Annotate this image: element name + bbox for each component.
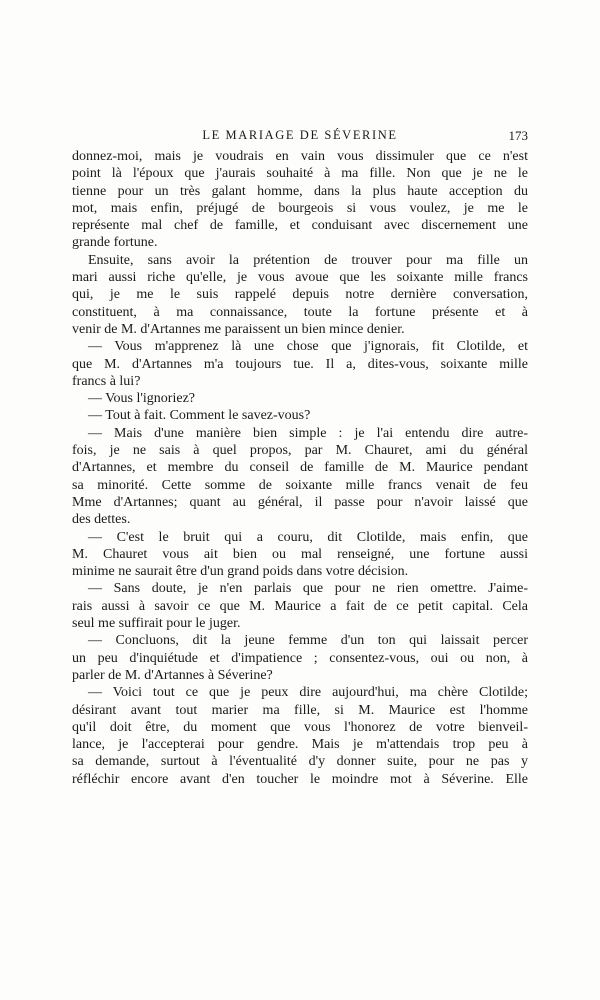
text-line: qui, je me le suis rappelé depuis notre dernière conversation, [72, 287, 528, 303]
text-line: minime ne saurait être d'un grand poids dans votre décision. [72, 564, 409, 580]
text-line: point là l'époux que j'aurais souhaité à ma fille. Non que je ne le [72, 166, 528, 182]
text-line: — Voici tout ce que je peux dire aujourd'hui, ma chère Clotilde; [88, 685, 528, 701]
page-number: 173 [508, 128, 528, 143]
running-title: LE MARIAGE DE SÉVERINE [202, 128, 398, 142]
text-line: — Vous m'apprenez là une chose que j'ignorais, fit Clotilde, et [88, 339, 528, 355]
text-line: d'Artannes, et membre du conseil de famille de M. Maurice pendant [72, 460, 528, 476]
text-line: venir de M. d'Artannes me paraissent un bien mince denier. [72, 321, 405, 337]
text-line: donnez-moi, mais je voudrais en vain vous dissimuler que ce n'est [72, 149, 528, 164]
text-line: M. Chauret vous ait bien ou mal renseigné, une fortune aussi [72, 546, 528, 562]
text-line: mot, mais enfin, préjugé de bourgeois si vous voulez, je me le [72, 200, 528, 216]
text-line: tienne pour un très galant homme, dans la plus haute acception du [72, 183, 528, 199]
text-line: réfléchir encore avant d'en toucher le moindre mot à Séverine. Elle [72, 771, 528, 787]
text-line: parler de M. d'Artannes à Séverine? [72, 667, 273, 683]
text-line: fois, je ne sais à quel propos, par M. Chauret, ami du général [72, 443, 528, 459]
body-text [72, 148, 528, 788]
page-header [72, 128, 528, 148]
text-line: sa minorité. Cette somme de soixante mille francs venait de feu [72, 477, 528, 493]
text-line: qu'il doit être, du moment que vous l'honorez de votre bienveil- [72, 719, 528, 735]
text-line: francs à lui? [72, 373, 141, 389]
text-line: — C'est le bruit qui a couru, dit Clotilde, mais enfin, que [88, 529, 528, 545]
text-line: des dettes. [72, 512, 131, 528]
text-line: seul me suffirait pour le juger. [72, 616, 241, 632]
text-line: Ensuite, sans avoir la prétention de trouver pour ma fille un [88, 252, 528, 268]
text-line: grande fortune. [72, 235, 158, 251]
text-line: — Sans doute, je n'en parlais que pour ne rien omettre. J'aime- [88, 581, 528, 597]
text-line: désirant avant tout marier ma fille, si M. Maurice est l'homme [72, 702, 528, 718]
text-line: — Mais d'une manière bien simple : je l'ai entendu dire autre- [88, 425, 528, 441]
text-line: rais aussi à savoir ce que M. Maurice a fait de ce petit capital. Cela [72, 598, 528, 614]
text-line: — Tout à fait. Comment le savez-vous? [88, 408, 311, 424]
text-line: sa demande, surtout à l'éventualité d'y donner suite, pour ne pas y [72, 754, 528, 770]
text-line: — Concluons, dit la jeune femme d'un ton qui laissait percer [88, 633, 528, 649]
text-line: constituent, à ma connaissance, toute la fortune présente et à [72, 304, 528, 320]
text-line: mari aussi riche qu'elle, je vous avoue que les soixante mille francs [72, 270, 528, 286]
text-line: lance, je l'accepterai pour gendre. Mais je m'attendais trop peu à [72, 737, 528, 753]
text-line: — Vous l'ignoriez? [88, 391, 195, 407]
text-line: Mme d'Artannes; quant au général, il passe pour n'avoir laissé que [72, 494, 528, 510]
text-line: représente mal chef de famille, et conduisant avec discernement une [72, 218, 528, 234]
text-line: un peu d'inquiétude et d'impatience ; consentez-vous, oui ou non, à [72, 650, 528, 666]
text-line: que M. d'Artannes m'a toujours tue. Il a, dites-vous, soixante mille [72, 356, 528, 372]
